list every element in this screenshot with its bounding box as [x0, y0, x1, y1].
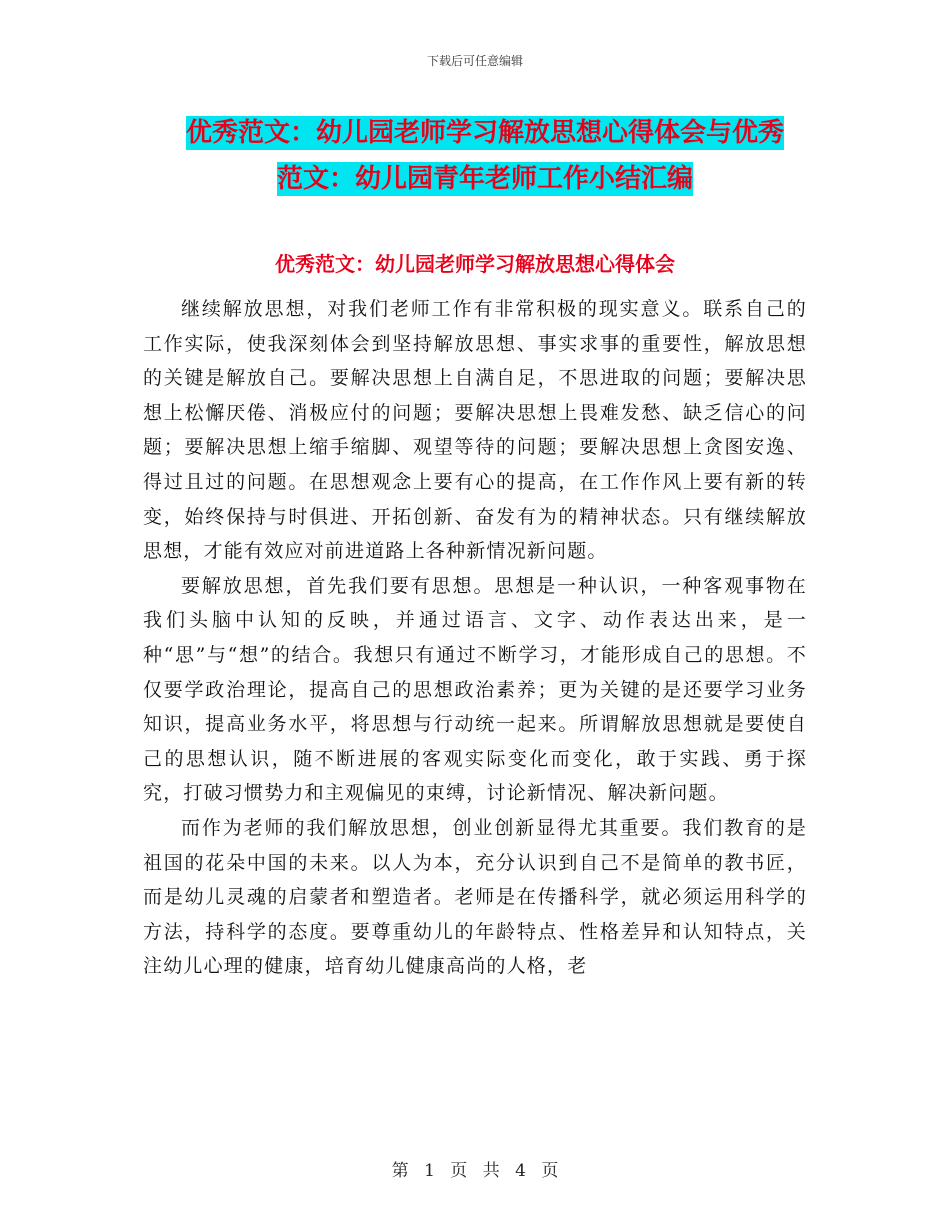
document-title-line-2: 范文：幼儿园青年老师工作小结汇编	[276, 164, 693, 194]
section-title: 优秀范文：幼儿园老师学习解放思想心得体会	[275, 252, 675, 276]
paragraph: 要解放思想，首先我们要有思想。思想是一种认识，一种客观事物在我们头脑中认知的反映，并通过语言、文字、动作表达出来，是一种“思”与“想”的结合。我想只有通过不断学习，才能形成自己的思想。不仅要学政治理论，提高自己的思想政治素养；更为关键的是还要学习业务知识，提高业务水平，将思想与行动统一起来。所谓解放思想就是要使自己的思想认识，随不断进展的客观实际变化而变化，敢于实践、勇于探究，打破习惯势力和主观偏见的束缚，讨论新情况、解决新问题。	[143, 574, 807, 805]
paragraph: 而作为老师的我们解放思想，创业创新显得尤其重要。我们教育的是祖国的花朵中国的未来。以人为本，充分认识到自己不是简单的教书匠，而是幼儿灵魂的启蒙者和塑造者。老师是在传播科学，就必须运用科学的方法，持科学的态度。要尊重幼儿的年龄特点、性格差异和认知特点，关注幼儿心理的健康，培育幼儿健康高尚的人格，老	[143, 816, 807, 978]
page-footer	[0, 1156, 950, 1181]
footer-di: 第	[391, 1161, 409, 1181]
page-total: 4	[515, 1161, 526, 1181]
footer-ye-2: 页	[541, 1161, 559, 1181]
footer-ye: 页	[450, 1161, 468, 1181]
page-number: 1	[424, 1161, 435, 1181]
header-note: 下载后可任意编辑	[426, 54, 523, 68]
document-title-line-1: 优秀范文：幼儿园老师学习解放思想心得体会与优秀	[185, 118, 784, 148]
paragraph: 继续解放思想，对我们老师工作有非常积极的现实意义。联系自己的工作实际，使我深刻体会到坚持解放思想、事实求事的重要性，解放思想的关键是解放自己。要解决思想上自满自足，不思进取的问题；要解决思想上松懈厌倦、消极应付的问题；要解决思想上畏难发愁、缺乏信心的问题；要解决思想上缩手缩脚、观望等待的问题；要解决思想上贪图安逸、得过且过的问题。在思想观念上要有心的提高，在工作作风上要有新的转变，始终保持与时俱进、开拓创新、奋发有为的精神状态。只有继续解放思想，才能有效应对前进道路上各种新情况新问题。	[143, 298, 807, 563]
document-title	[160, 110, 810, 202]
footer-gong: 共	[482, 1161, 500, 1181]
body-text	[143, 292, 807, 984]
